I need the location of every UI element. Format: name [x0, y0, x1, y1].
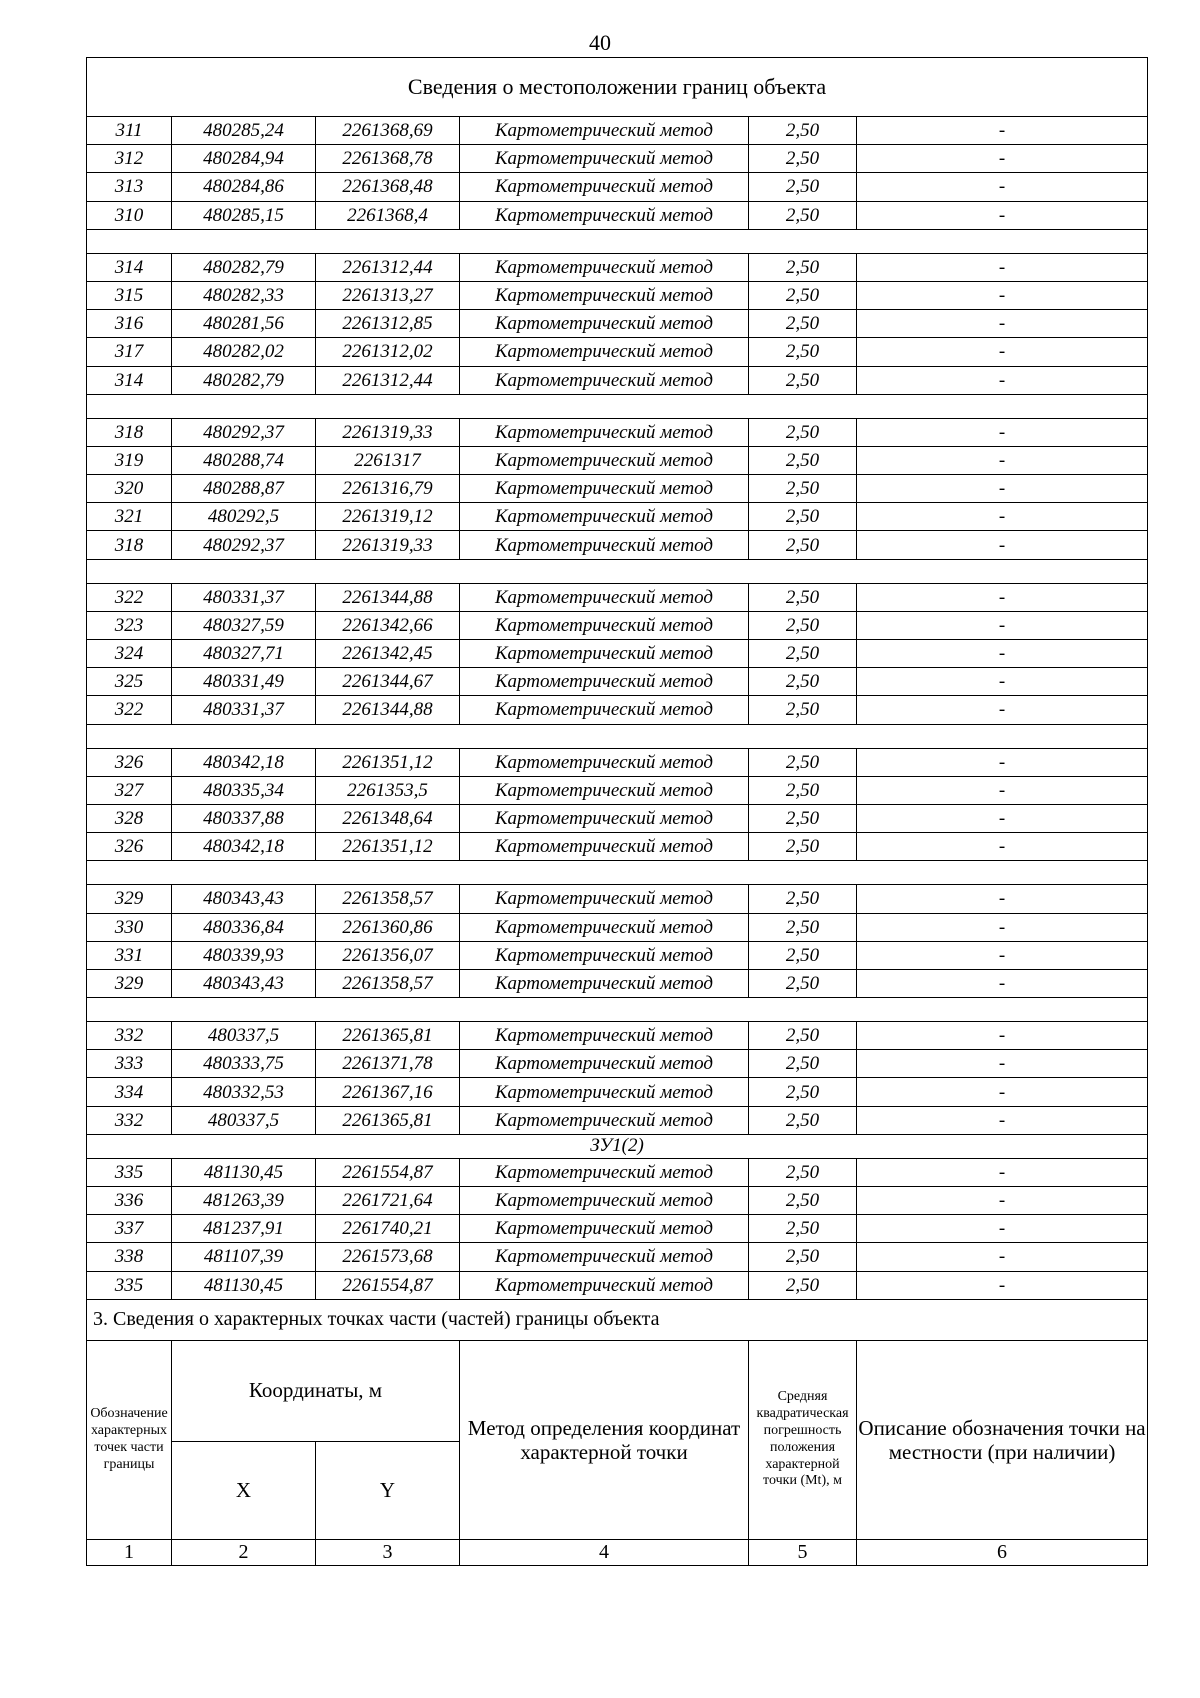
mt-cell: 2,50 — [749, 145, 857, 173]
parcel-sublabel: ЗУ1(2) — [87, 1134, 1148, 1158]
table-row — [87, 281, 1148, 309]
y-cell: 2261368,4 — [316, 201, 460, 229]
table-row — [87, 1022, 1148, 1050]
section3-title: 3. Сведения о характерных точках части (частей) границы объекта — [87, 1299, 1148, 1340]
y-cell: 2261312,44 — [316, 366, 460, 394]
column-numbers-row — [87, 1539, 1148, 1565]
boundary-table — [86, 57, 1148, 1566]
x-cell: 480282,79 — [172, 366, 316, 394]
method-cell: Картометрический метод — [460, 446, 749, 474]
y-cell: 2261317 — [316, 446, 460, 474]
y-cell: 2261365,81 — [316, 1022, 460, 1050]
point-id-cell: 325 — [87, 668, 172, 696]
description-cell: - — [857, 253, 1148, 281]
method-cell: Картометрический метод — [460, 1158, 749, 1186]
x-cell: 480332,53 — [172, 1078, 316, 1106]
point-id-cell: 335 — [87, 1158, 172, 1186]
table-row — [87, 1243, 1148, 1271]
method-cell: Картометрический метод — [460, 1106, 749, 1134]
y-cell: 2261348,64 — [316, 804, 460, 832]
point-id-cell: 323 — [87, 611, 172, 639]
y-cell: 2261353,5 — [316, 776, 460, 804]
y-cell: 2261371,78 — [316, 1050, 460, 1078]
table-row — [87, 1215, 1148, 1243]
description-cell: - — [857, 366, 1148, 394]
point-id-cell: 311 — [87, 117, 172, 145]
description-cell: - — [857, 173, 1148, 201]
header-row-1 — [87, 1340, 1148, 1441]
table-row — [87, 173, 1148, 201]
x-cell: 480285,15 — [172, 201, 316, 229]
method-cell: Картометрический метод — [460, 583, 749, 611]
mt-cell: 2,50 — [749, 1078, 857, 1106]
y-cell: 2261368,78 — [316, 145, 460, 173]
mt-cell: 2,50 — [749, 640, 857, 668]
mt-cell: 2,50 — [749, 418, 857, 446]
method-cell: Картометрический метод — [460, 1243, 749, 1271]
point-id-cell: 331 — [87, 941, 172, 969]
mt-cell: 2,50 — [749, 941, 857, 969]
description-cell: - — [857, 640, 1148, 668]
y-cell: 2261360,86 — [316, 913, 460, 941]
point-id-cell: 317 — [87, 338, 172, 366]
description-cell: - — [857, 1158, 1148, 1186]
description-cell: - — [857, 1078, 1148, 1106]
y-cell: 2261312,44 — [316, 253, 460, 281]
y-cell: 2261351,12 — [316, 833, 460, 861]
table-row — [87, 885, 1148, 913]
description-cell: - — [857, 475, 1148, 503]
x-cell: 480331,37 — [172, 696, 316, 724]
point-id-cell: 326 — [87, 748, 172, 776]
description-cell: - — [857, 117, 1148, 145]
point-id-cell: 319 — [87, 446, 172, 474]
header-coordinates: Координаты, м — [172, 1340, 460, 1441]
description-cell: - — [857, 941, 1148, 969]
point-id-cell: 337 — [87, 1215, 172, 1243]
y-cell: 2261344,67 — [316, 668, 460, 696]
x-cell: 480281,56 — [172, 310, 316, 338]
mt-cell: 2,50 — [749, 253, 857, 281]
mt-cell: 2,50 — [749, 366, 857, 394]
method-cell: Картометрический метод — [460, 173, 749, 201]
description-cell: - — [857, 696, 1148, 724]
method-cell: Картометрический метод — [460, 804, 749, 832]
point-id-cell: 333 — [87, 1050, 172, 1078]
point-id-cell: 332 — [87, 1022, 172, 1050]
description-cell: - — [857, 668, 1148, 696]
y-cell: 2261554,87 — [316, 1271, 460, 1299]
point-id-cell: 324 — [87, 640, 172, 668]
group-separator — [87, 394, 1148, 418]
point-id-cell: 321 — [87, 503, 172, 531]
method-cell: Картометрический метод — [460, 117, 749, 145]
point-id-cell: 313 — [87, 173, 172, 201]
table-row — [87, 611, 1148, 639]
table-row — [87, 776, 1148, 804]
description-cell: - — [857, 1215, 1148, 1243]
point-id-cell: 335 — [87, 1271, 172, 1299]
mt-cell: 2,50 — [749, 913, 857, 941]
table-row — [87, 475, 1148, 503]
x-cell: 480343,43 — [172, 885, 316, 913]
y-cell: 2261368,69 — [316, 117, 460, 145]
table-title: Сведения о местоположении границ объекта — [87, 58, 1148, 117]
table-row — [87, 696, 1148, 724]
method-cell: Картометрический метод — [460, 145, 749, 173]
table-row — [87, 310, 1148, 338]
y-cell: 2261312,85 — [316, 310, 460, 338]
parcel-sublabel-row — [87, 1134, 1148, 1158]
x-cell: 480343,43 — [172, 969, 316, 997]
point-id-cell: 318 — [87, 418, 172, 446]
description-cell: - — [857, 531, 1148, 559]
point-id-cell: 318 — [87, 531, 172, 559]
mt-cell: 2,50 — [749, 281, 857, 309]
y-cell: 2261365,81 — [316, 1106, 460, 1134]
y-cell: 2261344,88 — [316, 583, 460, 611]
group-separator — [87, 861, 1148, 885]
column-number: 6 — [857, 1539, 1148, 1565]
y-cell: 2261367,16 — [316, 1078, 460, 1106]
point-id-cell: 322 — [87, 583, 172, 611]
x-cell: 480285,24 — [172, 117, 316, 145]
x-cell: 480333,75 — [172, 1050, 316, 1078]
mt-cell: 2,50 — [749, 503, 857, 531]
description-cell: - — [857, 583, 1148, 611]
description-cell: - — [857, 1022, 1148, 1050]
description-cell: - — [857, 145, 1148, 173]
header-point-designation: Обозначение характерных точек части границы — [87, 1340, 172, 1539]
table-row — [87, 1050, 1148, 1078]
method-cell: Картометрический метод — [460, 531, 749, 559]
table-row — [87, 531, 1148, 559]
y-cell: 2261313,27 — [316, 281, 460, 309]
table-row — [87, 253, 1148, 281]
group-separator — [87, 229, 1148, 253]
mt-cell: 2,50 — [749, 969, 857, 997]
table-row — [87, 1271, 1148, 1299]
method-cell: Картометрический метод — [460, 418, 749, 446]
method-cell: Картометрический метод — [460, 1022, 749, 1050]
description-cell: - — [857, 776, 1148, 804]
method-cell: Картометрический метод — [460, 885, 749, 913]
table-row — [87, 503, 1148, 531]
column-number: 5 — [749, 1539, 857, 1565]
point-id-cell: 328 — [87, 804, 172, 832]
description-cell: - — [857, 446, 1148, 474]
description-cell: - — [857, 833, 1148, 861]
x-cell: 480337,5 — [172, 1106, 316, 1134]
y-cell: 2261312,02 — [316, 338, 460, 366]
description-cell: - — [857, 1050, 1148, 1078]
x-cell: 480292,37 — [172, 418, 316, 446]
x-cell: 480288,87 — [172, 475, 316, 503]
point-id-cell: 334 — [87, 1078, 172, 1106]
table-row — [87, 748, 1148, 776]
method-cell: Картометрический метод — [460, 366, 749, 394]
mt-cell: 2,50 — [749, 1158, 857, 1186]
x-cell: 480284,94 — [172, 145, 316, 173]
description-cell: - — [857, 611, 1148, 639]
x-cell: 480327,59 — [172, 611, 316, 639]
method-cell: Картометрический метод — [460, 201, 749, 229]
method-cell: Картометрический метод — [460, 253, 749, 281]
mt-cell: 2,50 — [749, 776, 857, 804]
point-id-cell: 330 — [87, 913, 172, 941]
point-id-cell: 327 — [87, 776, 172, 804]
x-cell: 480342,18 — [172, 748, 316, 776]
description-cell: - — [857, 503, 1148, 531]
point-id-cell: 316 — [87, 310, 172, 338]
x-cell: 480339,93 — [172, 941, 316, 969]
table-row — [87, 833, 1148, 861]
method-cell: Картометрический метод — [460, 913, 749, 941]
x-cell: 480282,33 — [172, 281, 316, 309]
mt-cell: 2,50 — [749, 833, 857, 861]
y-cell: 2261368,48 — [316, 173, 460, 201]
point-id-cell: 326 — [87, 833, 172, 861]
point-id-cell: 332 — [87, 1106, 172, 1134]
description-cell: - — [857, 748, 1148, 776]
method-cell: Картометрический метод — [460, 941, 749, 969]
table-row — [87, 145, 1148, 173]
group-separator — [87, 724, 1148, 748]
method-cell: Картометрический метод — [460, 696, 749, 724]
table-row — [87, 941, 1148, 969]
point-id-cell: 338 — [87, 1243, 172, 1271]
header-y: Y — [316, 1441, 460, 1539]
table-row — [87, 1158, 1148, 1186]
x-cell: 480331,49 — [172, 668, 316, 696]
group-separator — [87, 559, 1148, 583]
mt-cell: 2,50 — [749, 1271, 857, 1299]
y-cell: 2261319,12 — [316, 503, 460, 531]
table-row — [87, 969, 1148, 997]
page-number: 40 — [589, 30, 611, 55]
point-id-cell: 312 — [87, 145, 172, 173]
mt-cell: 2,50 — [749, 1187, 857, 1215]
y-cell: 2261356,07 — [316, 941, 460, 969]
mt-cell: 2,50 — [749, 668, 857, 696]
method-cell: Картометрический метод — [460, 1271, 749, 1299]
description-cell: - — [857, 913, 1148, 941]
header-description: Описание обозначения точки на местности (при наличии) — [857, 1340, 1148, 1539]
method-cell: Картометрический метод — [460, 776, 749, 804]
description-cell: - — [857, 310, 1148, 338]
y-cell: 2261316,79 — [316, 475, 460, 503]
x-cell: 481237,91 — [172, 1215, 316, 1243]
table-row — [87, 418, 1148, 446]
method-cell: Картометрический метод — [460, 668, 749, 696]
x-cell: 481263,39 — [172, 1187, 316, 1215]
method-cell: Картометрический метод — [460, 475, 749, 503]
table-row — [87, 804, 1148, 832]
method-cell: Картометрический метод — [460, 748, 749, 776]
method-cell: Картометрический метод — [460, 1215, 749, 1243]
mt-cell: 2,50 — [749, 611, 857, 639]
table-row — [87, 583, 1148, 611]
method-cell: Картометрический метод — [460, 1050, 749, 1078]
mt-cell: 2,50 — [749, 1022, 857, 1050]
x-cell: 480327,71 — [172, 640, 316, 668]
mt-cell: 2,50 — [749, 1050, 857, 1078]
x-cell: 481130,45 — [172, 1271, 316, 1299]
method-cell: Картометрический метод — [460, 640, 749, 668]
table-row — [87, 366, 1148, 394]
point-id-cell: 336 — [87, 1187, 172, 1215]
mt-cell: 2,50 — [749, 173, 857, 201]
point-id-cell: 329 — [87, 969, 172, 997]
mt-cell: 2,50 — [749, 1243, 857, 1271]
column-number: 3 — [316, 1539, 460, 1565]
description-cell: - — [857, 281, 1148, 309]
point-id-cell: 329 — [87, 885, 172, 913]
description-cell: - — [857, 418, 1148, 446]
point-id-cell: 320 — [87, 475, 172, 503]
method-cell: Картометрический метод — [460, 338, 749, 366]
x-cell: 480336,84 — [172, 913, 316, 941]
section3-row — [87, 1299, 1148, 1340]
column-number: 1 — [87, 1539, 172, 1565]
description-cell: - — [857, 1187, 1148, 1215]
column-number: 4 — [460, 1539, 749, 1565]
description-cell: - — [857, 804, 1148, 832]
method-cell: Картометрический метод — [460, 1078, 749, 1106]
mt-cell: 2,50 — [749, 583, 857, 611]
header-x: X — [172, 1441, 316, 1539]
method-cell: Картометрический метод — [460, 281, 749, 309]
method-cell: Картометрический метод — [460, 969, 749, 997]
description-cell: - — [857, 969, 1148, 997]
y-cell: 2261721,64 — [316, 1187, 460, 1215]
y-cell: 2261319,33 — [316, 531, 460, 559]
header-method: Метод определения координат характерной точки — [460, 1340, 749, 1539]
mt-cell: 2,50 — [749, 117, 857, 145]
table-row — [87, 1106, 1148, 1134]
description-cell: - — [857, 1106, 1148, 1134]
y-cell: 2261358,57 — [316, 969, 460, 997]
mt-cell: 2,50 — [749, 201, 857, 229]
mt-cell: 2,50 — [749, 531, 857, 559]
point-id-cell: 314 — [87, 253, 172, 281]
x-cell: 480284,86 — [172, 173, 316, 201]
mt-cell: 2,50 — [749, 446, 857, 474]
column-number: 2 — [172, 1539, 316, 1565]
x-cell: 480292,5 — [172, 503, 316, 531]
table-row — [87, 668, 1148, 696]
mt-cell: 2,50 — [749, 475, 857, 503]
y-cell: 2261740,21 — [316, 1215, 460, 1243]
header-mt: Средняя квадратическая погрешность положения характерной точки (Mt), м — [749, 1340, 857, 1539]
mt-cell: 2,50 — [749, 1215, 857, 1243]
description-cell: - — [857, 1271, 1148, 1299]
y-cell: 2261319,33 — [316, 418, 460, 446]
description-cell: - — [857, 338, 1148, 366]
x-cell: 480292,37 — [172, 531, 316, 559]
x-cell: 480342,18 — [172, 833, 316, 861]
y-cell: 2261358,57 — [316, 885, 460, 913]
method-cell: Картометрический метод — [460, 310, 749, 338]
mt-cell: 2,50 — [749, 338, 857, 366]
mt-cell: 2,50 — [749, 310, 857, 338]
x-cell: 480282,79 — [172, 253, 316, 281]
x-cell: 481130,45 — [172, 1158, 316, 1186]
method-cell: Картометрический метод — [460, 611, 749, 639]
mt-cell: 2,50 — [749, 696, 857, 724]
mt-cell: 2,50 — [749, 804, 857, 832]
x-cell: 480335,34 — [172, 776, 316, 804]
point-id-cell: 314 — [87, 366, 172, 394]
y-cell: 2261342,45 — [316, 640, 460, 668]
table-row — [87, 117, 1148, 145]
method-cell: Картометрический метод — [460, 503, 749, 531]
table-row — [87, 338, 1148, 366]
x-cell: 480337,88 — [172, 804, 316, 832]
group-separator — [87, 998, 1148, 1022]
table-row — [87, 913, 1148, 941]
description-cell: - — [857, 201, 1148, 229]
x-cell: 480331,37 — [172, 583, 316, 611]
method-cell: Картометрический метод — [460, 833, 749, 861]
description-cell: - — [857, 885, 1148, 913]
y-cell: 2261342,66 — [316, 611, 460, 639]
y-cell: 2261351,12 — [316, 748, 460, 776]
y-cell: 2261554,87 — [316, 1158, 460, 1186]
table-row — [87, 640, 1148, 668]
y-cell: 2261344,88 — [316, 696, 460, 724]
point-id-cell: 322 — [87, 696, 172, 724]
table-row — [87, 446, 1148, 474]
table-row — [87, 201, 1148, 229]
y-cell: 2261573,68 — [316, 1243, 460, 1271]
table-row — [87, 1078, 1148, 1106]
point-id-cell: 310 — [87, 201, 172, 229]
x-cell: 480337,5 — [172, 1022, 316, 1050]
x-cell: 480288,74 — [172, 446, 316, 474]
point-id-cell: 315 — [87, 281, 172, 309]
table-row — [87, 1187, 1148, 1215]
description-cell: - — [857, 1243, 1148, 1271]
mt-cell: 2,50 — [749, 885, 857, 913]
x-cell: 481107,39 — [172, 1243, 316, 1271]
mt-cell: 2,50 — [749, 748, 857, 776]
x-cell: 480282,02 — [172, 338, 316, 366]
method-cell: Картометрический метод — [460, 1187, 749, 1215]
mt-cell: 2,50 — [749, 1106, 857, 1134]
